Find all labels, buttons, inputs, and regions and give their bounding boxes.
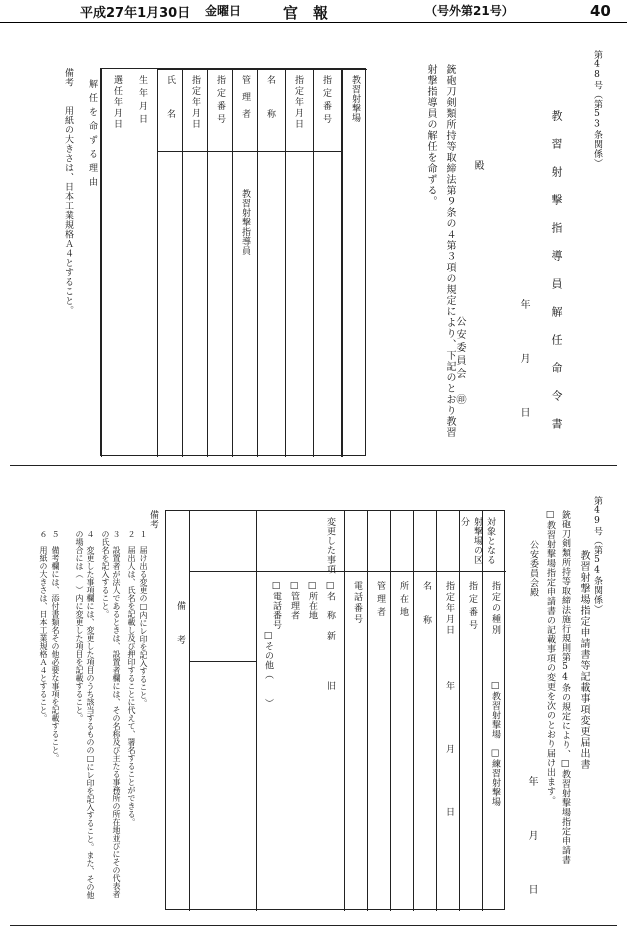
form49-new-label: 新 [325, 631, 335, 641]
form48-instructor-row-3: 氏 名 [165, 75, 175, 126]
header-date: 平成27年1月30日 [80, 6, 191, 21]
form49-row-phone: 電話番号 [352, 581, 362, 625]
form49-note-3: ３ 設置者が法人であるときは、設置者欄には、その名称及び主たる事務所の所在地並びにその代表者の氏名を記入すること。 [101, 530, 121, 898]
form48-range-row-1: 指定番号 [321, 75, 331, 127]
form49-row-name: 名 称 [421, 581, 431, 632]
form48-range-row-3: 名 称 [265, 75, 275, 126]
form49-row-number: 指定番号 [467, 581, 477, 633]
form48-range-row-2: 指定年月日 [293, 75, 303, 130]
form49-note-4: ４ 変更した事項欄には、変更した項目のうち該当するものの□にレ印を記入すること。また、その他の場合には（ ）内に変更した項目を記載すること。 [75, 530, 95, 899]
form49-target-label: 対象となる射撃場の区分 [459, 517, 495, 565]
section-divider [10, 465, 617, 466]
form49-body1: 銃砲刀剣類所持等取締法施行規則第54条の規定により、□教習射撃場指定申請書 [560, 510, 570, 865]
form49-row-date: 指定年月日 [444, 581, 454, 636]
form48-date: 年 月 日 [518, 299, 529, 425]
form49-change-item-1: □名 称 [325, 581, 335, 620]
header-weekday: 金曜日 [205, 4, 242, 18]
form49-body2: □教習射撃場指定申請書の記載事項の変更を次のとおり届け出ます。 [545, 510, 555, 806]
form48-range-row-4: 管理者 [240, 75, 250, 126]
form49-note-label: 備考 [148, 510, 158, 529]
form49-addressee: 公安委員会殿 [528, 540, 538, 597]
form-48 [0, 24, 627, 454]
header-issue: （号外第21号） [425, 4, 514, 18]
form49-date-value: 年 月 日 [444, 681, 454, 828]
form49-title: 教習射撃場指定申請書等記載事項変更届出書 [578, 550, 589, 770]
form49-change-item-2: □所在地 [307, 581, 317, 620]
form49-remarks-label: 備 考 [175, 601, 185, 652]
form48-title: 教 習 射 撃 指 導 員 解 任 命 令 書 [550, 110, 563, 431]
form49-note-5: ５ 備考欄には、添付書類名その他必要な事項を記載すること。 [51, 530, 60, 762]
form48-addressee: 殿 [472, 160, 483, 171]
form48-note: 用紙の大きさは、日本工業規格Ａ４とすること。 [63, 106, 73, 315]
form49-old-label: 旧 [325, 681, 335, 691]
form49-number: 第49号（第54条関係） [592, 496, 602, 614]
form49-note-2: ２ 届出人は、氏名を記載し及び押印することに代えて、署名することができる。 [127, 530, 136, 826]
form49-change-item-5: □その他（ ） [263, 631, 273, 708]
form48-instructor-row-1: 指定番号 [215, 75, 225, 127]
page-bottom-rule [10, 925, 617, 926]
form48-range-label: 教習射撃場 [350, 75, 360, 123]
form48-issuer: 公安委員会 ㊞ [454, 316, 465, 407]
form49-note-1: １ 届け出る変更の□内にレ印を記入すること。 [139, 530, 148, 707]
form49-type-options: □教習射撃場 □練習射撃場 [490, 681, 500, 807]
form48-reason-label: 解任を命ずる理由 [87, 79, 97, 191]
form48-instructor-row-4: 生年月日 [137, 75, 147, 127]
form49-table [165, 510, 505, 910]
form49-note-6: ６ 用紙の大きさは、日本工業規格Ａ４とすること。 [39, 530, 48, 722]
form49-change-label: 変更した事項 [325, 517, 335, 574]
form49-date: 年 月 日 [526, 776, 537, 902]
form48-number: 第48号（第53条関係） [592, 50, 602, 168]
header-paper-title: 官 報 [283, 4, 329, 22]
form49-change-item-4: □電話番号 [271, 581, 281, 630]
form48-instructor-row-2: 指定年月日 [190, 75, 200, 130]
header-page-number: 40 [590, 2, 611, 20]
form48-body: 銃砲刀剣類所持等取締法第９条の４第３項の規定により、下記のとおり教習射撃指導員の解任を命ずる。 [425, 64, 455, 438]
form48-table [100, 68, 366, 456]
form49-row-address: 所在地 [398, 581, 408, 620]
form49-row-type: 指定の種別 [490, 581, 500, 636]
form48-note-label: 備考 [63, 68, 73, 87]
form48-instructor-row-5: 選任年月日 [112, 75, 122, 130]
form48-instructor-label: 教習射撃指導員 [240, 189, 250, 256]
form49-change-item-3: □管理者 [289, 581, 299, 620]
form-49 [0, 470, 627, 925]
form49-row-manager: 管理者 [375, 581, 385, 620]
page-header [0, 0, 627, 23]
